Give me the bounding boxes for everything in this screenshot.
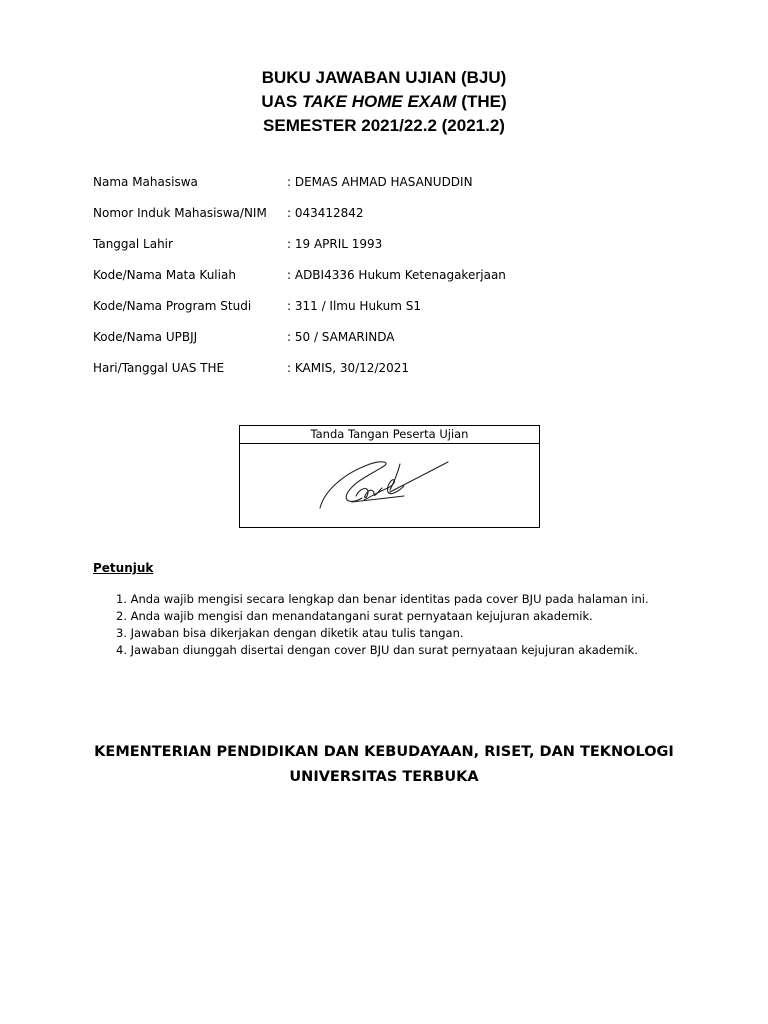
identity-label: Kode/Nama Mata Kuliah <box>93 268 236 282</box>
footer-university: UNIVERSITAS TERBUKA <box>289 769 479 785</box>
footer-institution <box>0 740 768 790</box>
identity-row-nim <box>93 206 713 237</box>
identity-row-mata-kuliah <box>93 268 713 299</box>
identity-label: Nomor Induk Mahasiswa/NIM <box>93 206 267 220</box>
signature-image <box>312 452 462 512</box>
identity-label: Nama Mahasiswa <box>93 175 198 189</box>
instruction-item: 4. Jawaban diunggah disertai dengan cover BJU dan surat pernyataan kejujuran akademik. <box>116 643 638 657</box>
title-line-2-prefix: UAS <box>261 92 302 111</box>
identity-label: Tanggal Lahir <box>93 237 173 251</box>
instruction-item: 3. Jawaban bisa dikerjakan dengan diketik atau tulis tangan. <box>116 626 464 640</box>
identity-value: : 311 / Ilmu Hukum S1 <box>287 299 421 313</box>
title-line-2-suffix: (THE) <box>456 92 507 111</box>
identity-table <box>93 175 713 392</box>
instruction-item: 2. Anda wajib mengisi dan menandatangani surat pernyataan kejujuran akademik. <box>116 609 593 623</box>
footer-ministry: KEMENTERIAN PENDIDIKAN DAN KEBUDAYAAN, RISET, DAN TEKNOLOGI <box>94 744 674 760</box>
identity-value: : 043412842 <box>287 206 364 220</box>
title-line-3: SEMESTER 2021/22.2 (2021.2) <box>263 116 505 135</box>
instructions-list <box>116 591 649 659</box>
instruction-item: 1. Anda wajib mengisi secara lengkap dan benar identitas pada cover BJU pada halaman ini. <box>116 592 649 606</box>
identity-label: Kode/Nama UPBJJ <box>93 330 198 344</box>
identity-value: : DEMAS AHMAD HASANUDDIN <box>287 175 473 189</box>
document-title <box>0 66 768 138</box>
title-line-2-italic: TAKE HOME EXAM <box>302 92 457 111</box>
identity-row-tanggal-uas <box>93 361 713 392</box>
identity-label: Hari/Tanggal UAS THE <box>93 361 225 375</box>
signature-box <box>239 425 540 528</box>
identity-row-upbjj <box>93 330 713 361</box>
identity-value: : KAMIS, 30/12/2021 <box>287 361 410 375</box>
identity-row-program-studi <box>93 299 713 330</box>
identity-label: Kode/Nama Program Studi <box>93 299 252 313</box>
title-line-1: BUKU JAWABAN UJIAN (BJU) <box>261 68 507 87</box>
identity-value: : 19 APRIL 1993 <box>287 237 383 251</box>
petunjuk-title: Petunjuk <box>93 561 154 575</box>
signature-header: Tanda Tangan Peserta Ujian <box>240 426 539 444</box>
identity-row-nama <box>93 175 713 206</box>
identity-value: : 50 / SAMARINDA <box>287 330 395 344</box>
identity-row-tanggal-lahir <box>93 237 713 268</box>
title-line-2 <box>0 90 768 114</box>
identity-value: : ADBI4336 Hukum Ketenagakerjaan <box>287 268 506 282</box>
